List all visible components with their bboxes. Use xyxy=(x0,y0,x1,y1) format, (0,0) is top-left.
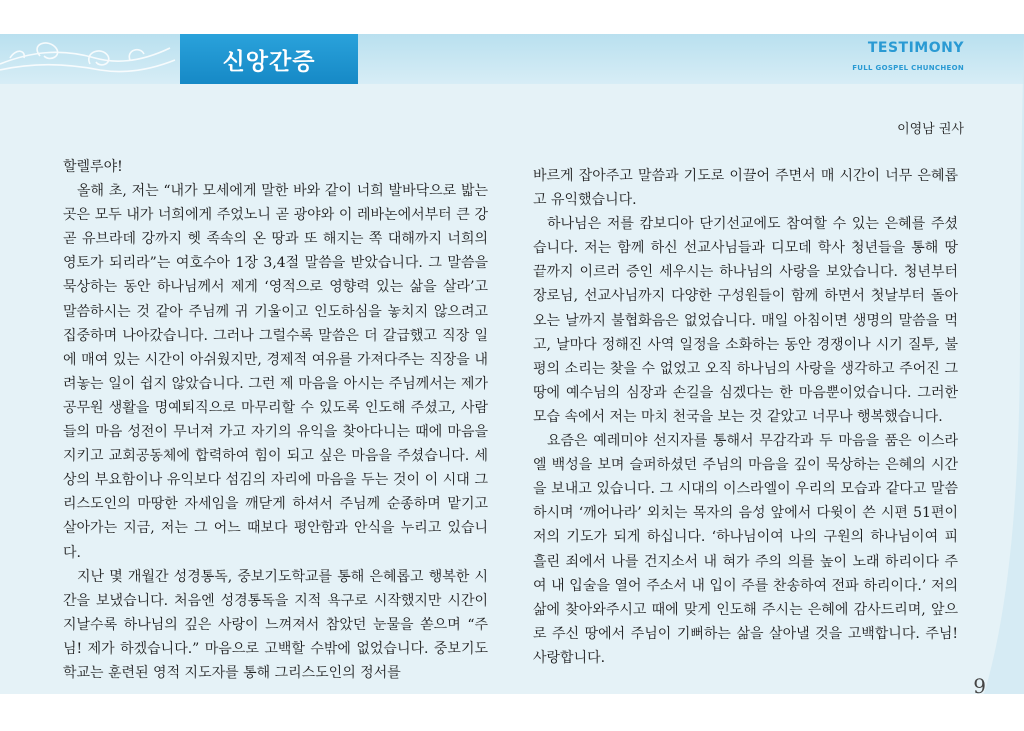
paragraph: 하나님은 저를 캄보디아 단기선교에도 참여할 수 있는 은혜를 주셨습니다. 저는 함께 하신 선교사님들과 디모데 학사 청년들을 통해 땅 끝까지 이르러 증인 세우시는 하나님의 사랑을 보았습니다. 청년부터 장로님, 선교사님까지 다양한 구성원들이 함께 하면서 첫날부터 돌아오는 날까지 불협화음은 없었습니다. 매일 아침이면 생명의 말씀을 먹고, 날마다 정해진 사역 일정을 소화하는 동안 경쟁이나 시기 질투, 불평의 소리는 찾을 수 없었고 오직 하나님의 사랑을 생각하고 주어진 그 땅에 예수님의 심장과 손길을 심겠다는 한 마음뿐이었습니다. 그러한 모습 속에서 저는 마치 천국을 보는 것 같았고 너무나 행복했습니다. xyxy=(533,216,958,425)
brand-subtitle: FULL GOSPEL CHUNCHEON xyxy=(852,64,964,72)
right-column xyxy=(533,164,958,670)
flourish-swirl-icon xyxy=(0,34,180,84)
paragraph: 할렐루야! xyxy=(63,159,123,175)
page-edge-curve xyxy=(984,34,1024,694)
paragraph: 지난 몇 개월간 성경통독, 중보기도학교를 통해 은혜롭고 행복한 시간을 보냈습니다. 처음엔 성경통독을 지적 욕구로 시작했지만 시간이 지날수록 하나님의 깊은 사랑이 느껴져서 참았던 눈물을 쏟으며 “주님! 제가 하겠습니다.” 마음으로 고백할 수밖에 없었습니다. 중보기도학교는 훈련된 영적 지도자를 통해 그리스도인의 정서를 xyxy=(63,568,488,681)
section-title: 신앙간증 xyxy=(222,48,316,75)
section-title-tab xyxy=(180,34,358,84)
left-column xyxy=(63,155,488,685)
brand-block xyxy=(852,40,964,72)
paragraph: 바르게 잡아주고 말씀과 기도로 이끌어 주면서 매 시간이 너무 은혜롭고 유익했습니다. xyxy=(533,168,958,209)
paragraph: 올해 초, 저는 “내가 모세에게 말한 바와 같이 너희 발바닥으로 밟는 곳은 모두 내가 너희에게 주었노니 곧 광야와 이 레바논에서부터 큰 강 곧 유브라데 강까지 헷 족속의 온 땅과 또 해지는 쪽 대해까지 너희의 영토가 되리라”는 여호수아 1장 3,4절 말씀을 받았습니다. 그 말씀을 묵상하는 동안 하나님께서 제게 ‘영적으로 영향력 있는 삶을 살라’고 말씀하시는 것 같아 주님께 귀 기울이고 인도하심을 놓치지 않으려고 집중하며 나아갔습니다. 그러나 그럴수록 말씀은 더 갈급했고 직장 일에 매여 있는 시간이 아쉬웠지만, 경제적 여유를 가져다주는 직장을 내려놓는 일이 쉽지 않았습니다. 그런 제 마음을 아시는 주님께서는 제가 공무원 생활을 명예퇴직으로 마무리할 수 있도록 인도해 주셨고, 사람들의 마음 성전이 무너져 가고 자기의 유익을 찾아다니는 때에 마음을 지키고 교회공동체에 합력하여 힘이 되고 싶은 마음을 주셨습니다. 세상의 부요함이나 유익보다 섬김의 자리에 마음을 두는 것이 이 시대 그리스도인의 마땅한 자세임을 깨닫게 하셔서 주님께 순종하며 맡기고 살아가는 지금, 저는 그 어느 때보다 평안함과 안식을 누리고 있습니다. xyxy=(63,183,488,561)
paragraph: 요즘은 예레미야 선지자를 통해서 무감각과 두 마음을 품은 이스라엘 백성을 보며 슬퍼하셨던 주님의 마음을 깊이 묵상하는 은혜의 시간을 보내고 있습니다. 그 시대의 이스라엘이 우리의 모습과 같다고 말씀하시며 ‘깨어나라’ 외치는 목자의 음성 앞에서 다윗이 쓴 시편 51편이 저의 기도가 되게 하십니다. ‘하나님이여 나의 구원의 하나님이여 피 흘린 죄에서 나를 건지소서 내 혀가 주의 의를 높이 노래 하리이다 주여 내 입술을 열어 주소서 내 입이 주를 찬송하여 전파 하리이다.’ 저의 삶에 찾아와주시고 때에 맞게 인도해 주시는 은혜에 감사드리며, 앞으로 주신 땅에서 주님이 기뻐하는 삶을 살아낼 것을 고백합니다. 주님! 사랑합니다. xyxy=(533,433,958,666)
page-number: 9 xyxy=(973,674,986,698)
author-name: 이영남 권사 xyxy=(897,122,964,137)
brand-title: TESTIMONY xyxy=(867,40,964,56)
